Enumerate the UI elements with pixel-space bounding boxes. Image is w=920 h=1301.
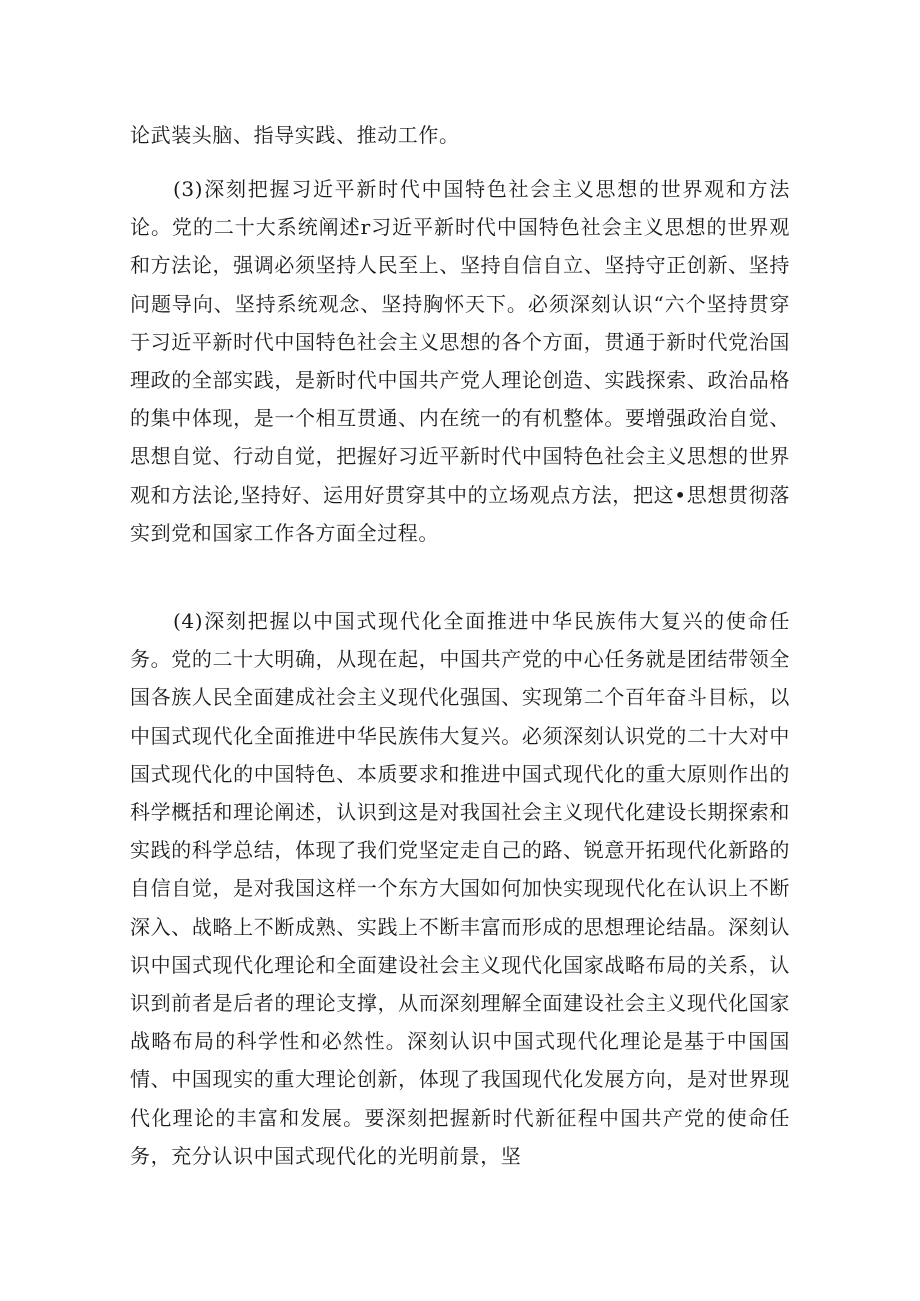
paragraph-section-4: (4)深刻把握以中国式现代化全面推进中华民族伟大复兴的使命任务。党的二十大明确，从现在起，中国共产党的中心任务就是团结带领全国各族人民全面建成社会主义现代化强国、实现第二个百年奋斗目标，以中国式现代化全面推进中华民族伟大复兴。必须深刻认识党的二十大对中国式现代化的中国特色、本质要求和推进中国式现代化的重大原则作出的科学概括和理论阐述，认识到这是对我国社会主义现代化建设长期探索和实践的科学总结，体现了我们党坚定走自己的路、锐意开拓现代化新路的自信自觉，是对我国这样一个东方大国如何加快实现现代化在认识上不断深入、战略上不断成熟、实践上不断丰富而形成的思想理论结晶。深刻认识中国式现代化理论和全面建设社会主义现代化国家战略布局的关系，认识到前者是后者的理论支撑，从而深刻理解全面建设社会主义现代化国家战略布局的科学性和必然性。深刻认识中国式现代化理论是基于中国国情、中国现实的重大理论创新，体现了我国现代化发展方向，是对世界现代化理论的丰富和发展。要深刻把握新时代新征程中国共产党的使命任务，充分认识中国式现代化的光明前景，坚 — [130, 609, 790, 1168]
paragraph-continuation: 论武装头脑、指导实践、推动工作。 — [130, 123, 460, 147]
paragraph-section-3: (3)深刻把握习近平新时代中国特色社会主义思想的世界观和方法论。党的二十大系统阐述r习近平新时代中国特色社会主义思想的世界观和方法论，强调必须坚持人民至上、坚持自信自立、坚持守正创新、坚持问题导向、坚持系统观念、坚持胸怀天下。必须深刻认识“六个坚持贯穿于习近平新时代中国特色社会主义思想的各个方面，贯通于新时代党治国理政的全部实践，是新时代中国共产党人理论创造、实践探索、政治品格的集中体现，是一个相互贯通、内在统一的有机整体。要增强政治自觉、思想自觉、行动自觉，把握好习近平新时代中国特色社会主义思想的世界观和方法论,坚持好、运用好贯穿其中的立场观点方法，把这•思想贯彻落实到党和国家工作各方面全过程。 — [130, 177, 790, 545]
